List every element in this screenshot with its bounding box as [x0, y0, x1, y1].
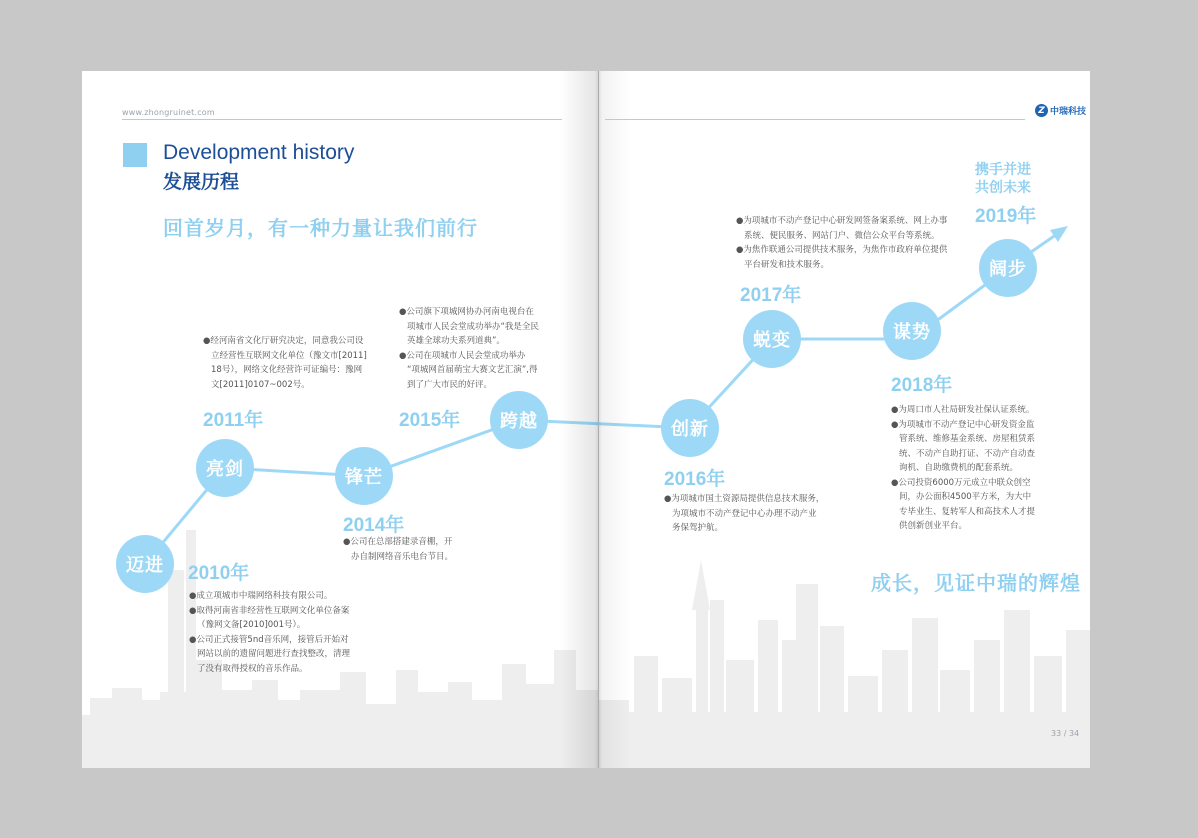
year-label: 2010年: [188, 563, 250, 584]
logo-text: 中瑞科技: [1050, 107, 1087, 117]
title-square-icon: [123, 143, 147, 167]
year-label: 2018年: [891, 375, 953, 396]
milestone-description: [203, 334, 367, 392]
milestone-node: 阔步: [979, 239, 1037, 297]
milestone-node: 谋势: [883, 302, 941, 360]
page-number: 33 / 34: [1051, 729, 1080, 738]
company-logo: [1035, 104, 1086, 117]
milestone-description: [891, 403, 1035, 534]
description-line: ●公司在项城市人民会堂成功举办: [399, 350, 526, 361]
description-line: ●为项城市国土资源局提供信息技术服务，: [664, 494, 825, 504]
header-line-left: [122, 119, 562, 120]
description-line: 了没有取得授权的音乐作品。: [197, 663, 308, 674]
milestone-description: [399, 305, 539, 392]
description-line: 务保驾护航。: [672, 523, 724, 533]
logo-icon: Z: [1035, 104, 1048, 117]
milestone-description: [736, 214, 947, 272]
description-line: ●公司在总部搭建录音棚，开: [343, 537, 453, 547]
description-line: 为项城市不动产登记中心办理不动产业: [672, 508, 817, 519]
description-line: ●成立项城市中瑞网络科技有限公司。: [189, 591, 333, 601]
description-line: ●为焦作联通公司提供技术服务，为焦作市政府单位提供: [736, 245, 948, 255]
year-label: 2017年: [740, 285, 802, 306]
description-line: 18号），网络文化经营许可证编号：豫网: [211, 365, 363, 375]
year-label: 2015年: [399, 410, 461, 431]
description-line: ●取得河南省非经营性互联网文化单位备案: [189, 605, 350, 616]
tagline-line: 共创未来: [975, 180, 1031, 196]
description-line: 供创新创业平台。: [899, 521, 968, 531]
description-line: ●公司正式接管5nd音乐网，接管后开始对: [189, 634, 349, 645]
slogan-left: 回首岁月，有一种力量让我们前行: [163, 216, 478, 240]
description-line: ●公司旗下项城网协办河南电视台在: [399, 307, 534, 317]
description-line: ●经河南省文化厅研究决定，同意我公司设: [203, 336, 364, 346]
milestone-node: 蜕变: [743, 310, 801, 368]
description-line: 统、不动产自助打证、不动产自动查: [899, 448, 1036, 459]
year-label: 2014年: [343, 515, 405, 536]
description-line: 英雄全球功夫系列道典”。: [407, 336, 505, 346]
milestone-description: [664, 492, 824, 536]
description-line: 办自制网络音乐电台节目。: [351, 551, 454, 562]
milestone-node: 亮剑: [196, 439, 254, 497]
description-line: 平台研发和技术服务。: [744, 259, 830, 270]
title-english: Development history: [163, 141, 355, 164]
description-line: ●为项城市不动产登记中心研发资金监: [891, 419, 1035, 430]
description-line: 管系统、维修基金系统、房屋租赁系: [899, 434, 1036, 444]
year-label: 2016年: [664, 469, 726, 490]
title-chinese: 发展历程: [163, 171, 240, 193]
slogan-right: 成长，见证中瑞的辉煌: [871, 571, 1081, 595]
milestone-node: 迈进: [116, 535, 174, 593]
description-line: 到了广大市民的好评。: [407, 379, 493, 390]
description-line: （豫网文备[2010]001号）。: [197, 620, 306, 630]
milestone-description: [343, 535, 453, 564]
description-line: ●公司投资6000万元成立中联众创空: [891, 477, 1031, 488]
year-label: 2019年: [975, 206, 1037, 227]
description-line: 系统、便民服务、网站门户、微信公众平台等系统。: [744, 230, 940, 241]
year-label: 2011年: [203, 410, 264, 431]
description-line: ●为周口市人社局研发社保认证系统。: [891, 405, 1035, 415]
arrow-head-icon: [1050, 226, 1068, 242]
description-line: ●为项城市不动产登记中心研发网签备案系统、网上办事: [736, 216, 948, 226]
milestone-node: 创新: [661, 399, 719, 457]
header-line-right: [605, 119, 1025, 120]
tagline: [975, 161, 1031, 197]
description-line: 文[2011]0107~002号。: [211, 379, 310, 390]
description-line: 间，办公面积4500平方米，为大中: [899, 492, 1032, 502]
website-url: www.zhongruinet.com: [122, 108, 215, 117]
description-line: 询机、自助缴费机的配套系统。: [899, 463, 1019, 473]
description-line: 立经营性互联网文化单位（豫文市[2011]: [211, 350, 367, 361]
milestone-node: 跨越: [490, 391, 548, 449]
description-line: “项城网首届萌宝大赛文艺汇演”,得: [407, 365, 538, 375]
milestone-node: 锋芒: [335, 447, 393, 505]
milestone-description: [189, 589, 350, 676]
tagline-line: 携手并进: [975, 162, 1031, 178]
description-line: 专毕业生、复转军人和高技术人才提: [899, 506, 1036, 517]
description-line: 网站以前的遗留问题进行查找整改，清理: [197, 649, 351, 659]
description-line: 项城市人民会堂成功举办“我是全民: [407, 321, 539, 332]
